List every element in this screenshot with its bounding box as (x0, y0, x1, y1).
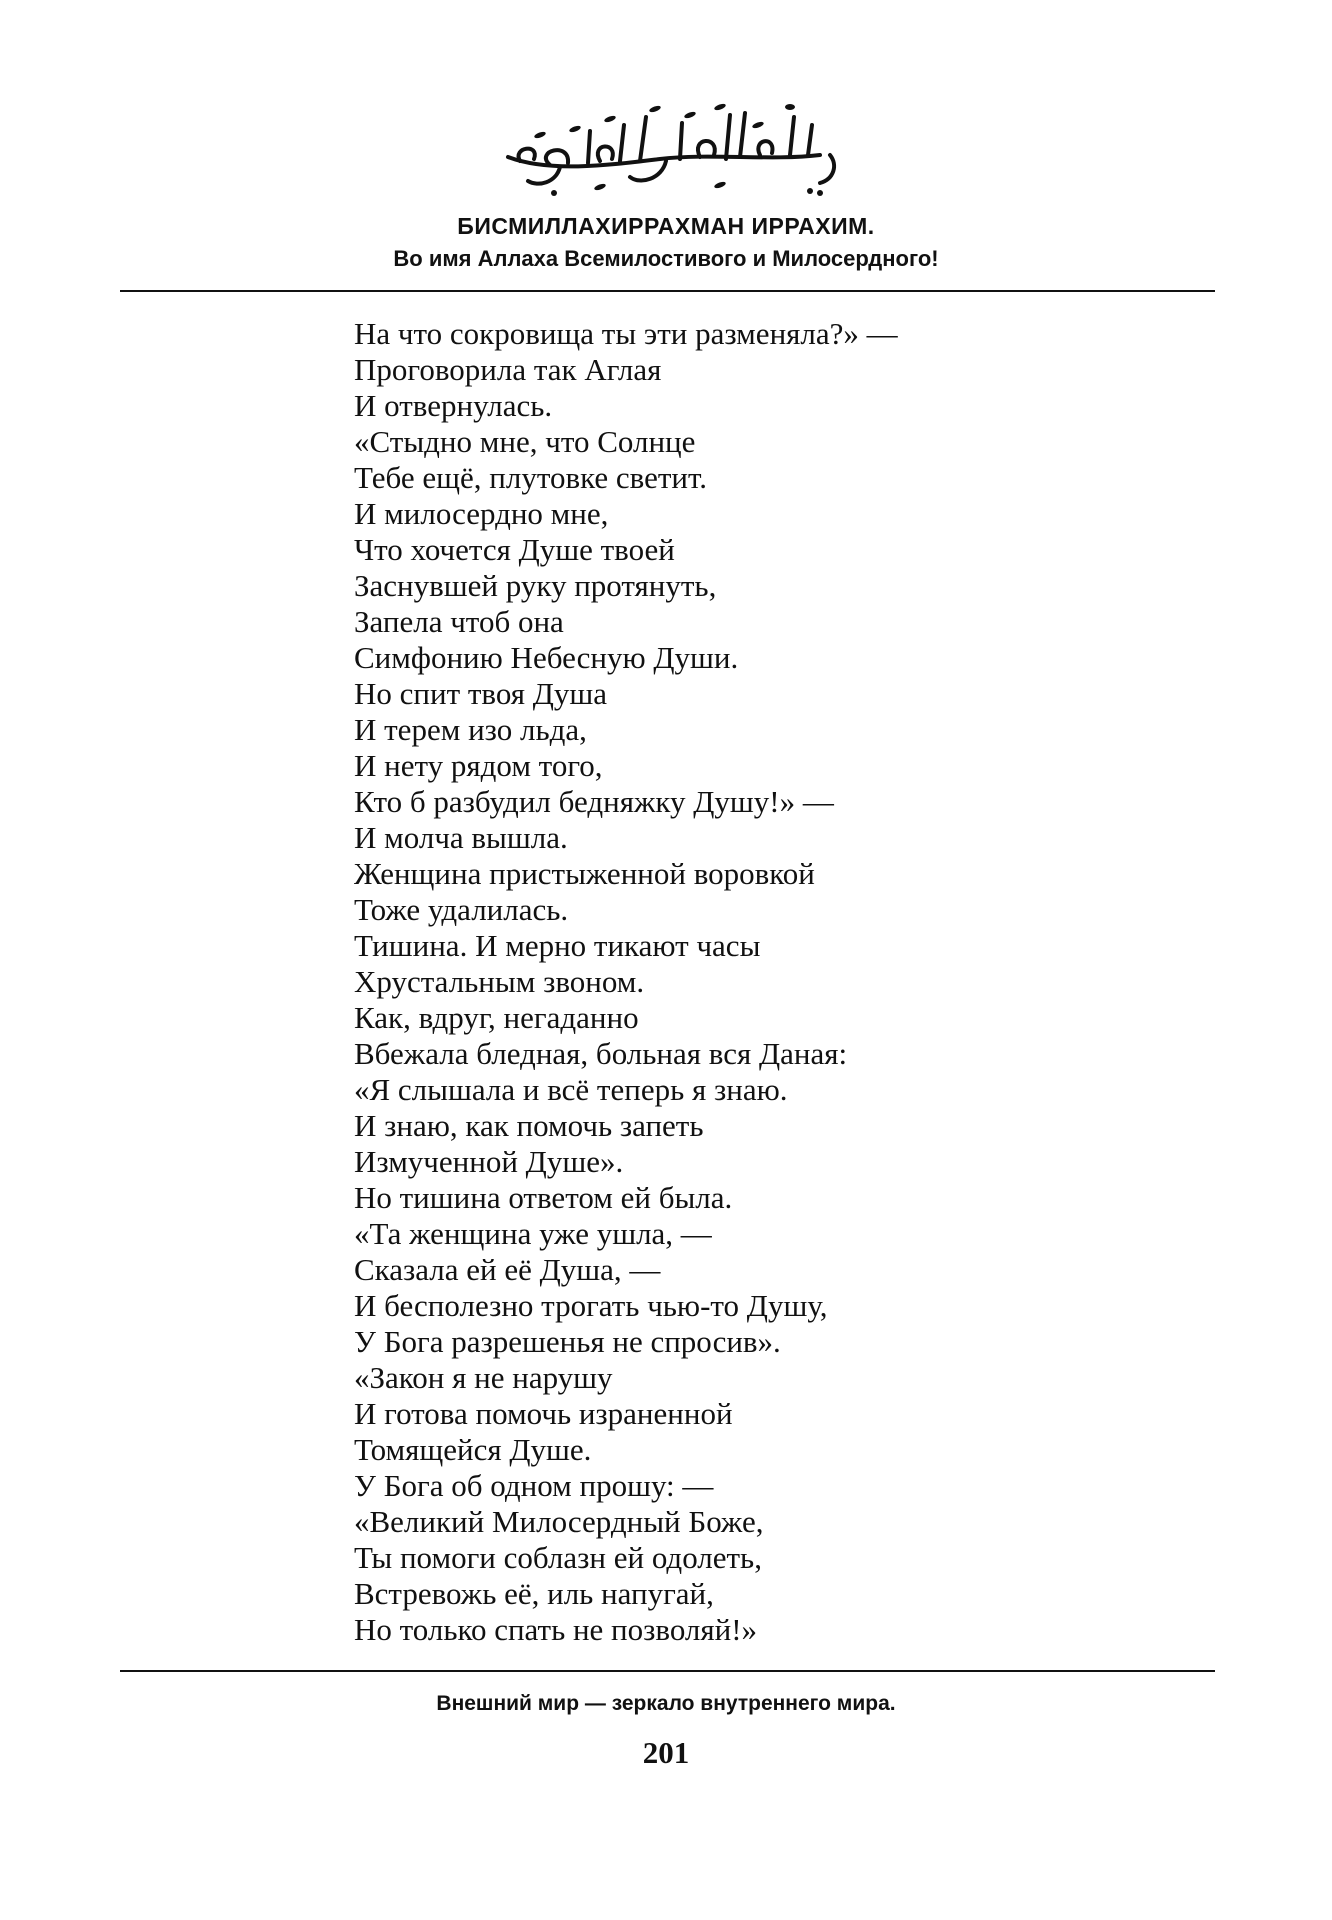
basmala-calligraphy-icon (490, 95, 850, 200)
poem-line: Но спит твоя Душа (354, 676, 608, 711)
poem-line: Но тишина ответом ей была. (354, 1180, 733, 1215)
poem-line: И отвернулась. (354, 388, 553, 423)
poem-line: И терем изо льда, (354, 712, 587, 747)
poem-line: И молча вышла. (354, 820, 568, 855)
poem-line: И милосердно мне, (354, 496, 609, 531)
poem-line: И бесполезно трогать чью-то Душу, (354, 1288, 828, 1323)
poem-line: Сказала ей её Душа, — (354, 1252, 661, 1287)
poem-line: Кто б разбудил бедняжку Душу!» — (354, 784, 834, 819)
poem-line: «Та женщина уже ушла, — (354, 1216, 712, 1251)
poem-line: Ты помоги соблазн ей одолеть, (354, 1540, 762, 1575)
poem-line: Симфонию Небесную Души. (354, 640, 739, 675)
poem-line: Томящейся Душе. (354, 1432, 592, 1467)
poem-line: Тоже удалилась. (354, 892, 569, 927)
basmala-title: БИСМИЛЛАХИРРАХМАН ИРРАХИМ. (457, 213, 875, 239)
poem-line: «Стыдно мне, что Солнце (354, 424, 696, 459)
poem-line: «Закон я не нарушу (354, 1360, 613, 1395)
poem-line: Но только спать не позволяй!» (354, 1612, 758, 1647)
poem-line: У Бога об одном прошу: — (354, 1468, 714, 1503)
poem-line: Тебе ещё, плутовке светит. (354, 460, 707, 495)
poem-line: На что сокровища ты эти разменяла?» — (354, 316, 898, 351)
header-divider (120, 290, 1215, 292)
poem-line: Хрустальным звоном. (354, 964, 645, 999)
poem-line: «Великий Милосердный Боже, (354, 1504, 764, 1539)
poem-line: Вбежала бледная, больная вся Даная: (354, 1036, 848, 1071)
poem-line: Как, вдруг, негаданно (354, 1000, 639, 1035)
poem-line: И знаю, как помочь запеть (354, 1108, 704, 1143)
poem-line: «Я слышала и всё теперь я знаю. (354, 1072, 788, 1107)
poem-line: Тишина. И мерно тикают часы (354, 928, 761, 963)
footer-motto: Внешний мир — зеркало внутреннего мира. (436, 1692, 896, 1715)
poem-line: Запела чтоб она (354, 604, 564, 639)
poem-line: Измученной Душе». (354, 1144, 624, 1179)
poem-line: Заснувшей руку протянуть, (354, 568, 717, 603)
poem-line: Встревожь её, иль напугай, (354, 1576, 714, 1611)
poem-line: И готова помочь израненной (354, 1396, 733, 1431)
footer-divider (120, 1670, 1215, 1672)
basmala-translation: Во имя Аллаха Всемилостивого и Милосердного! (393, 246, 939, 271)
poem-line: Что хочется Душе твоей (354, 532, 675, 567)
poem-line: У Бога разрешенья не спросив». (354, 1324, 781, 1359)
page-number: 201 (642, 1735, 690, 1770)
poem-line: И нету рядом того, (354, 748, 603, 783)
poem-text (354, 316, 1154, 1648)
poem-line: Женщина пристыженной воровкой (354, 856, 815, 891)
poem-line: Проговорила так Аглая (354, 352, 662, 387)
